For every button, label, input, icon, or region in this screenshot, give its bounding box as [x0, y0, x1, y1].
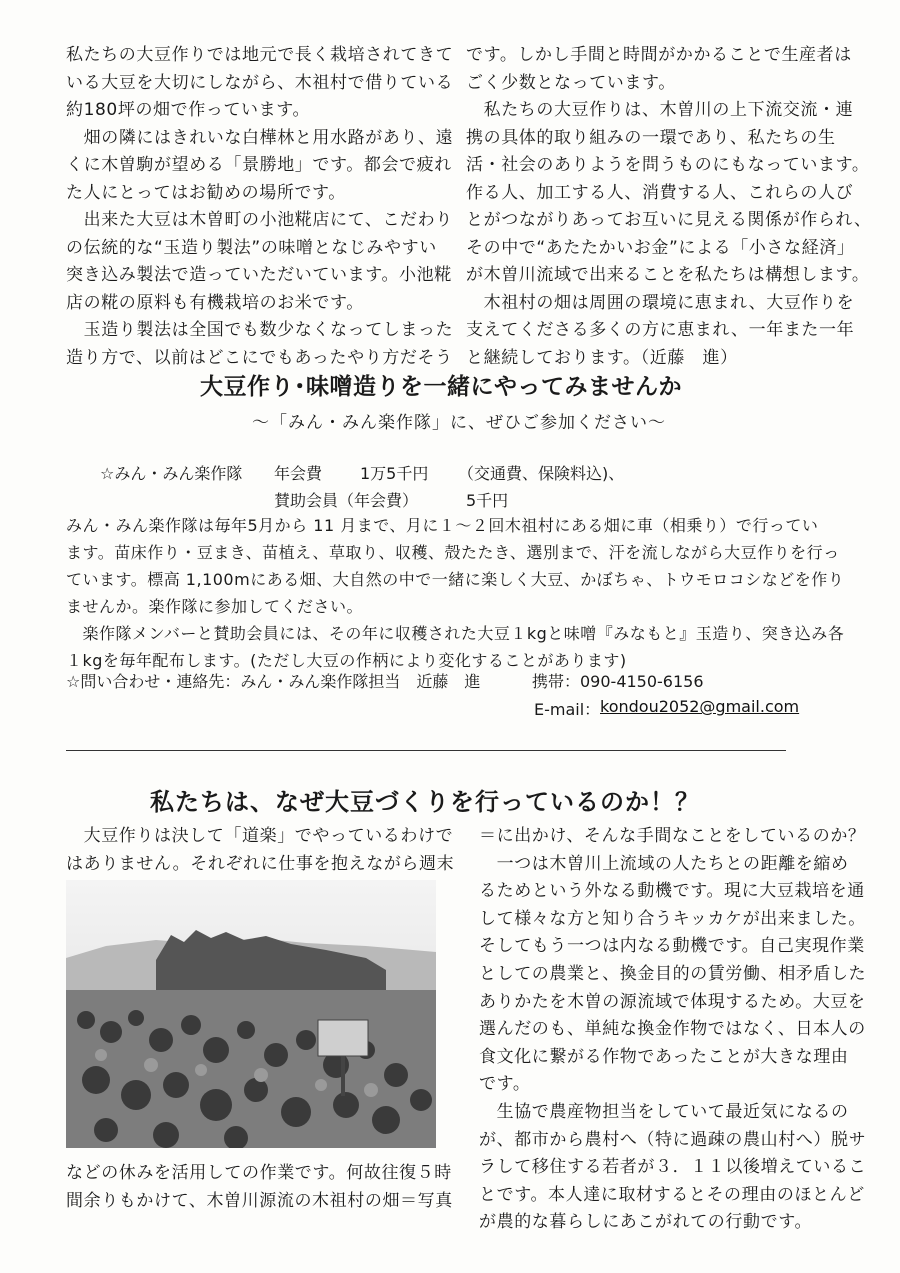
text-line: が農的な暮らしにあこがれての行動です。 — [479, 1212, 813, 1233]
text-line: ごく少数となっています。 — [466, 72, 676, 93]
text-line: くに木曽駒が望める「景勝地」です。都会で疲れ — [66, 155, 452, 175]
text-line: 出来た大豆は木曽町の小池糀店にて、こだわり — [66, 210, 453, 230]
text-line: た人にとってはお勧めの場所です。 — [66, 182, 346, 203]
text-line: 私たちの大豆作りでは地元で長く栽培されてきて — [66, 45, 454, 65]
text-line: 間余りもかけて、木曽川源流の木祖村の畑＝写真 — [66, 1190, 453, 1211]
text-line: ています。標高 1,100mにある畑、大自然の中で一緒に楽しく大豆、かぼちゃ、トウモロコシなどを作り — [66, 570, 845, 589]
section-divider — [66, 750, 786, 751]
text-line: ＝に出かけ、そんな手間なことをしているのか？ — [479, 826, 866, 846]
text-line: るためという外なる動機です。現に大豆栽培を通 — [479, 881, 865, 902]
text-line: とがつながりあってお互いに見える関係が作られ、 — [466, 210, 872, 230]
why-right-column — [479, 823, 866, 1237]
text-line: 選んだのも、単純な換金作物ではなく、日本人の — [479, 1019, 866, 1040]
fee-member-label: ☆みん・みん楽作隊 — [100, 464, 243, 483]
fee-member-type: 年会費 — [274, 464, 323, 483]
text-line: 木祖村の畑は周囲の環境に恵まれ、大豆作りを — [466, 292, 855, 313]
text-line: 私たちの大豆作りは、木曽川の上下流交流・連 — [466, 100, 854, 120]
text-line: 食文化に繋がる作物であったことが大きな理由 — [479, 1046, 849, 1067]
contact-label: ☆問い合わせ・連絡先：みん・みん楽作隊担当 近藤 進 — [66, 672, 481, 691]
text-line: 支えてくださる多くの方に恵まれ、一年また一年 — [466, 320, 855, 340]
text-line: です。 — [479, 1074, 531, 1095]
recruit-body — [66, 512, 844, 674]
text-line: としての農業と、換金目的の賃労働、相矛盾した — [479, 963, 867, 984]
text-line: 一つは木曽川上流域の人たちとの距離を縮め — [479, 853, 849, 874]
text-line: 生協で農産物担当をしていて最近気になるの — [479, 1101, 849, 1122]
text-line: が木曽川流域で出来ることを私たちは構想します。 — [466, 265, 870, 285]
fee-member-amount: 1万5千円 — [360, 464, 429, 483]
text-line: ありかたを木曽の源流域で体現するため。大豆を — [479, 991, 866, 1012]
fee-member-note: （交通費、保険料込)、 — [458, 464, 625, 483]
text-line: 携の具体的取り組みの一環であり、私たちの生 — [466, 127, 836, 148]
top-right-column — [466, 42, 872, 372]
recruit-subtitle: ～「みん・みん楽作隊」に、ぜひご参加ください～ — [252, 413, 666, 433]
contact-phone: 携帯：090-4150-6156 — [532, 672, 704, 691]
text-line: いる大豆を大切にしながら、木祖村で借りている — [66, 72, 454, 93]
recruit-title: 大豆作り･味噌造りを一緒にやってみませんか — [200, 374, 682, 400]
text-line: 約180坪の畑で作っています。 — [66, 100, 311, 120]
contact-email-label: E-mail： — [534, 700, 601, 719]
text-line: はありません。それぞれに仕事を抱えながら週末 — [66, 853, 455, 874]
why-left-top — [66, 823, 454, 878]
text-line: などの休みを活用しての作業です。何故往復５時 — [66, 1163, 452, 1183]
text-line: みん・みん楽作隊は毎年5月から 11 月まで、月に１～２回木祖村にある畑に車（相乗り）で行ってい — [66, 516, 819, 535]
text-line: とです。本人達に取材するとその理由のほとんど — [479, 1184, 865, 1205]
text-line: 造り方で、以前はどこにでもあったやり方だそう — [66, 347, 453, 368]
text-line: 大豆作りは決して「道楽」でやっているわけで — [66, 826, 454, 846]
text-line: 活・社会のありようを問うものにもなっています。 — [466, 155, 870, 175]
top-left-column — [66, 42, 453, 372]
text-line: です。しかし手間と時間がかかることで生産者は — [466, 45, 852, 65]
text-line: と継続しております。（近藤 進） — [466, 347, 738, 368]
text-line: して様々な方と知り合うキッカケが出来ました。 — [479, 908, 866, 929]
text-line: １kgを毎年配布します。(ただし大豆の作柄により変化することがあります) — [66, 651, 627, 670]
text-line: 突き込み製法で造っていただいています。小池糀 — [66, 265, 452, 285]
soybean-field-image — [66, 880, 436, 1148]
text-line: そしてもう一つは内なる動機です。自己実現作業 — [479, 936, 865, 957]
text-line: 畑の隣にはきれいな白樺林と用水路があり、遠 — [66, 127, 454, 148]
text-line: ませんか。楽作隊に参加してください。 — [66, 597, 364, 616]
text-line: 楽作隊メンバーと賛助会員には、その年に収穫された大豆１kgと味噌『みなもと』玉造り、突き込み各 — [66, 624, 845, 643]
fee-supporter-type: 賛助会員（年会費） — [274, 491, 419, 510]
why-title: 私たちは、なぜ大豆づくりを行っているのか！？ — [150, 788, 700, 816]
contact-email-link[interactable]: kondou2052@gmail.com — [600, 697, 800, 716]
text-line: 作る人、加工する人、消費する人、これらの人び — [466, 182, 854, 203]
text-line: その中で“あたたかいお金”による「小さな経済」 — [466, 237, 855, 258]
text-line: 店の糀の原料も有機栽培のお米です。 — [66, 292, 364, 313]
text-line: ラして移住する若者が３．１１以後増えているこ — [479, 1157, 867, 1178]
text-line: 玉造り製法は全国でも数少なくなってしまった — [66, 320, 454, 340]
text-line: が、都市から農村へ（特に過疎の農山村へ）脱サ — [479, 1129, 867, 1150]
text-line: ます。苗床作り・豆まき、苗植え、草取り、収穫、殻たたき、選別まで、汗を流しながら大豆作りを行っ — [66, 543, 840, 562]
fee-supporter-amount: 5千円 — [466, 491, 509, 510]
field-photo — [66, 880, 436, 1148]
text-line: の伝統的な“玉造り製法”の味噌となじみやすい — [66, 237, 437, 258]
why-left-bottom — [66, 1160, 453, 1215]
